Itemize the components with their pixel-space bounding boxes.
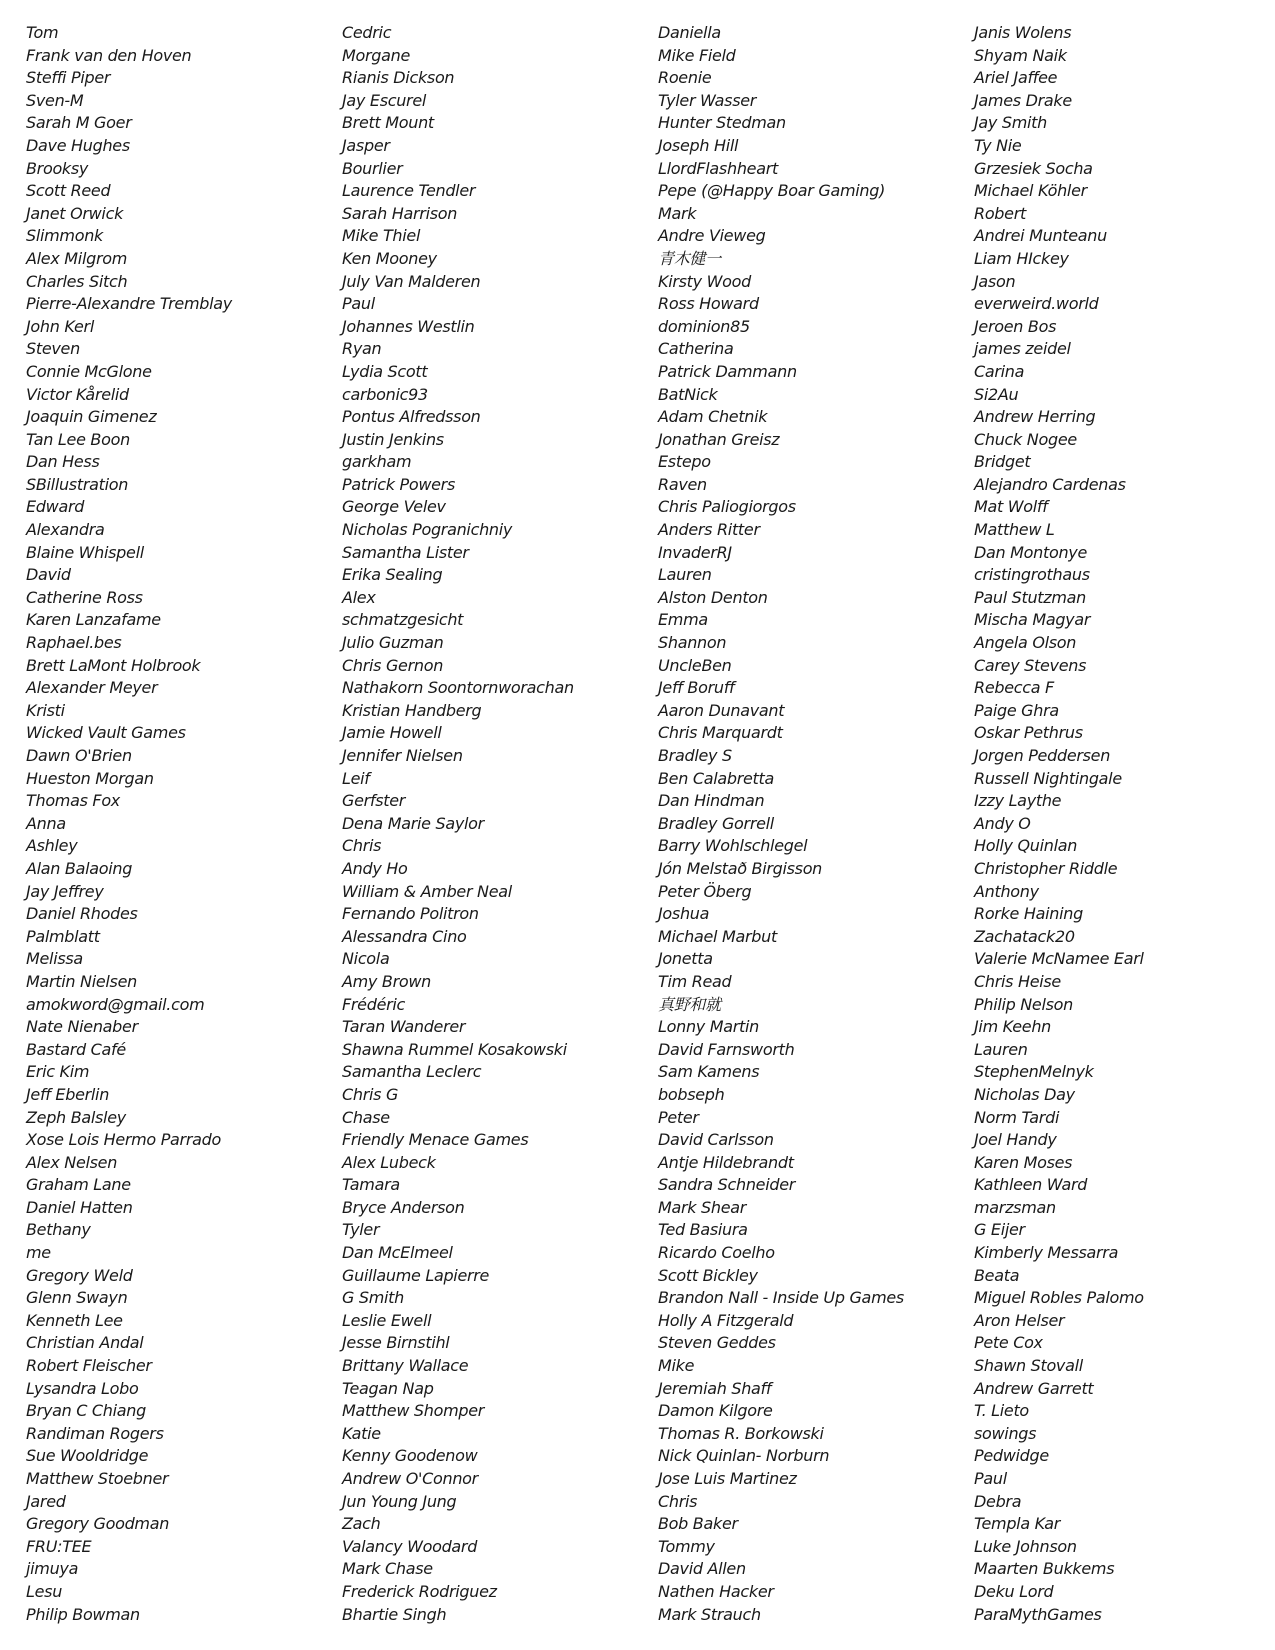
backer-name: Shannon — [658, 633, 727, 653]
backer-name: Erika Sealing — [342, 565, 443, 585]
backer-name: Aron Helser — [974, 1310, 1065, 1330]
backer-name: Randiman Rogers — [26, 1423, 164, 1443]
backer-name: G Smith — [342, 1288, 404, 1308]
backer-name: Bryce Anderson — [342, 1197, 465, 1217]
backer-name: Pedwidge — [974, 1446, 1049, 1466]
backer-name: Ross Howard — [658, 294, 759, 314]
backer-name: Graham Lane — [26, 1175, 131, 1195]
backer-name: Tom — [26, 23, 59, 42]
backer-name: garkham — [342, 452, 412, 472]
backer-name: Jeff Boruff — [658, 678, 735, 698]
backer-name: Carey Stevens — [974, 655, 1087, 675]
backer-name: Lauren — [974, 1039, 1028, 1059]
backer-name: SBillustration — [26, 474, 129, 494]
backer-name: Izzy Laythe — [974, 791, 1062, 811]
backer-name: T. Lieto — [974, 1401, 1029, 1421]
backer-name: Jorgen Peddersen — [974, 746, 1111, 765]
backer-name: Mischa Magyar — [974, 610, 1091, 630]
backer-name: Nate Nienaber — [26, 1017, 138, 1037]
backer-name: Bob Baker — [658, 1514, 738, 1534]
backer-name: Taran Wanderer — [342, 1017, 466, 1037]
backer-name: Johannes Westlin — [342, 316, 475, 336]
backer-name: Alex Lubeck — [342, 1152, 436, 1172]
backer-name: UncleBen — [658, 655, 732, 675]
backer-name: Estepo — [658, 452, 711, 472]
backer-name: BatNick — [658, 384, 718, 404]
backer-name: Pierre-Alexandre Tremblay — [26, 294, 232, 314]
backer-name: Angela Olson — [974, 633, 1077, 653]
backer-name: Peter — [658, 1107, 699, 1127]
backer-name: Andy Ho — [342, 858, 408, 878]
backer-name: Brett LaMont Holbrook — [26, 655, 201, 675]
backer-name: Sarah Harrison — [342, 203, 458, 223]
backer-name: Edward — [26, 497, 85, 517]
backer-name: Blaine Whispell — [26, 542, 144, 562]
backer-name: Miguel Robles Palomo — [974, 1288, 1144, 1308]
backer-name: Bastard Café — [26, 1039, 126, 1059]
backer-name: Glenn Swayn — [26, 1288, 128, 1308]
backer-name: Alessandra Cino — [342, 926, 467, 946]
backer-name: Nathakorn Soontornworachan — [342, 678, 574, 698]
backer-name: Matthew L — [974, 520, 1055, 540]
backer-name: Catherine Ross — [26, 587, 143, 607]
backer-name: Maarten Bukkems — [974, 1559, 1115, 1579]
backer-name: Mike Field — [658, 45, 736, 65]
backer-name: Dan McElmeel — [342, 1243, 453, 1263]
backer-name: Brooksy — [26, 158, 89, 178]
backer-name: Palmblatt — [26, 926, 100, 946]
backer-name: Morgane — [342, 45, 411, 65]
backer-name: everweird.world — [974, 294, 1099, 314]
backer-name: Chris Marquardt — [658, 723, 783, 743]
backer-name: Andy O — [974, 813, 1031, 833]
backer-name: Shawn Stovall — [974, 1356, 1083, 1376]
backer-name: Thomas Fox — [26, 791, 120, 811]
backer-name: Catherina — [658, 339, 734, 359]
names-column-3 — [658, 22, 968, 1626]
backer-name: Frederick Rodriguez — [342, 1581, 497, 1601]
backer-name: Paul Stutzman — [974, 587, 1086, 607]
backer-name: Gregory Goodman — [26, 1514, 170, 1534]
backer-name: Christian Andal — [26, 1333, 144, 1353]
backer-name: Dave Hughes — [26, 135, 130, 155]
backer-name: carbonic93 — [342, 384, 428, 404]
backer-name: Mark Strauch — [658, 1604, 761, 1624]
backer-name: Andrew Garrett — [974, 1378, 1094, 1398]
backer-name: Mark Chase — [342, 1559, 433, 1579]
backer-name: Templa Kar — [974, 1514, 1061, 1534]
backer-name: sowings — [974, 1423, 1037, 1443]
backer-name: Christopher Riddle — [974, 858, 1118, 878]
backer-name: David Allen — [658, 1559, 746, 1579]
backer-name: Norm Tardi — [974, 1107, 1060, 1127]
backer-name: me — [26, 1243, 51, 1263]
backer-name: Ted Basiura — [658, 1220, 748, 1240]
backer-name: Nick Quinlan- Norburn — [658, 1446, 830, 1466]
backer-name: Andrew Herring — [974, 407, 1096, 427]
backer-name: Shyam Naik — [974, 45, 1067, 65]
backer-name: Alston Denton — [658, 587, 768, 607]
backer-name: Chris Paliogiorgos — [658, 497, 796, 517]
backer-name: Ariel Jaffee — [974, 68, 1058, 88]
backer-name: Joseph Hill — [658, 135, 739, 155]
backer-name: Tommy — [658, 1536, 715, 1556]
backer-name: Justin Jenkins — [342, 429, 444, 449]
backer-name: Lesu — [26, 1581, 63, 1601]
backer-name: Jason — [974, 271, 1016, 291]
backer-name: Jennifer Nielsen — [342, 746, 463, 765]
backer-name: marzsman — [974, 1197, 1056, 1217]
backer-name: Patrick Powers — [342, 474, 455, 494]
backer-name: Sven-M — [26, 90, 84, 110]
backer-name: Daniel Hatten — [26, 1197, 133, 1217]
backer-name: Si2Au — [974, 384, 1019, 404]
backer-name: Oskar Pethrus — [974, 723, 1083, 743]
credits-name-list — [26, 22, 1266, 1632]
backer-name: Mike Thiel — [342, 226, 421, 246]
backer-name: Kenneth Lee — [26, 1310, 123, 1330]
backer-name: Tan Lee Boon — [26, 429, 130, 449]
backer-name: Paul — [974, 1469, 1007, 1488]
backer-name: Chris — [658, 1491, 698, 1511]
backer-name: Bridget — [974, 452, 1031, 472]
backer-name: Bradley S — [658, 746, 732, 765]
backer-name: Jeremiah Shaff — [658, 1378, 772, 1398]
backer-name: Paul — [342, 294, 375, 314]
backer-name: Nicholas Day — [974, 1084, 1075, 1104]
backer-name: amokword@gmail.com — [26, 994, 205, 1014]
backer-name: Aaron Dunavant — [658, 700, 785, 720]
backer-name: Sam Kamens — [658, 1062, 760, 1082]
backer-name: Jim Keehn — [974, 1017, 1052, 1037]
backer-name: Leslie Ewell — [342, 1310, 432, 1330]
backer-name: Teagan Nap — [342, 1378, 434, 1398]
backer-name: Kimberly Messarra — [974, 1243, 1119, 1263]
backer-name: Scott Bickley — [658, 1265, 758, 1285]
backer-name: Julio Guzman — [342, 633, 444, 653]
backer-name: Matthew Stoebner — [26, 1469, 169, 1488]
backer-name: Rianis Dickson — [342, 68, 455, 88]
backer-name: Emma — [658, 610, 708, 630]
backer-name: Sarah M Goer — [26, 113, 132, 133]
backer-name: Rorke Haining — [974, 904, 1083, 924]
backer-name: 青木健一 — [658, 248, 721, 268]
backer-name: Martin Nielsen — [26, 971, 137, 991]
backer-name: Leif — [342, 768, 370, 788]
backer-name: Jose Luis Martinez — [658, 1469, 797, 1488]
backer-name: Dawn O'Brien — [26, 746, 132, 765]
backer-name: George Velev — [342, 497, 446, 517]
backer-name: Anthony — [974, 881, 1039, 901]
backer-name: David — [26, 565, 71, 585]
backer-name: Daniel Rhodes — [26, 904, 138, 924]
backer-name: Chris Gernon — [342, 655, 444, 675]
backer-name: jimuya — [26, 1559, 79, 1579]
backer-name: Fernando Politron — [342, 904, 479, 924]
backer-name: Joaquin Gimenez — [26, 407, 157, 427]
backer-name: Jasper — [342, 135, 390, 155]
backer-name: John Kerl — [26, 316, 94, 336]
backer-name: james zeidel — [974, 339, 1071, 359]
backer-name: Jón Melstað Birgisson — [658, 858, 823, 878]
backer-name: Jamie Howell — [342, 723, 442, 743]
backer-name: Alex — [342, 587, 376, 607]
backer-name: Kirsty Wood — [658, 271, 751, 291]
backer-name: Damon Kilgore — [658, 1401, 773, 1421]
backer-name: Dan Hindman — [658, 791, 765, 811]
backer-name: Steven Geddes — [658, 1333, 776, 1353]
backer-name: Chase — [342, 1107, 390, 1127]
backer-name: Shawna Rummel Kosakowski — [342, 1039, 567, 1059]
backer-name: Liam HIckey — [974, 248, 1069, 268]
backer-name: StephenMelnyk — [974, 1062, 1094, 1082]
backer-name: David Carlsson — [658, 1130, 774, 1150]
backer-name: FRU:TEE — [26, 1536, 92, 1556]
backer-name: Lysandra Lobo — [26, 1378, 139, 1398]
backer-name: Thomas R. Borkowski — [658, 1423, 824, 1443]
backer-name: Nicola — [342, 949, 390, 969]
backer-name: Frank van den Hoven — [26, 45, 192, 65]
backer-name: dominion85 — [658, 316, 750, 336]
backer-name: Jeff Eberlin — [26, 1084, 110, 1104]
backer-name: Wicked Vault Games — [26, 723, 186, 743]
backer-name: Antje Hildebrandt — [658, 1152, 794, 1172]
backer-name: Beata — [974, 1265, 1020, 1285]
backer-name: Bhartie Singh — [342, 1604, 447, 1624]
backer-name: Mark Shear — [658, 1197, 747, 1217]
backer-name: James Drake — [974, 90, 1072, 110]
backer-name: Valancy Woodard — [342, 1536, 478, 1556]
backer-name: Grzesiek Socha — [974, 158, 1093, 178]
backer-name: Ashley — [26, 836, 78, 856]
backer-name: Zeph Balsley — [26, 1107, 126, 1127]
backer-name: Karen Moses — [974, 1152, 1073, 1172]
backer-name: Kristi — [26, 700, 65, 720]
backer-name: Joshua — [658, 904, 710, 924]
backer-name: ParaMythGames — [974, 1604, 1102, 1624]
backer-name: Tyler — [342, 1220, 380, 1240]
backer-name: Jonetta — [658, 949, 713, 969]
backer-name: Carina — [974, 361, 1025, 381]
backer-name: Andre Vieweg — [658, 226, 766, 246]
backer-name: Chris Heise — [974, 971, 1061, 991]
backer-name: Brandon Nall - Inside Up Games — [658, 1288, 904, 1308]
backer-name: LlordFlashheart — [658, 158, 778, 178]
backer-name: Mark — [658, 203, 697, 223]
backer-name: Alexandra — [26, 520, 105, 540]
backer-name: July Van Malderen — [342, 271, 481, 291]
backer-name: Gerfster — [342, 791, 406, 811]
backer-name: Daniella — [658, 23, 721, 42]
backer-name: Matthew Shomper — [342, 1401, 485, 1421]
backer-name: Lydia Scott — [342, 361, 428, 381]
backer-name: Hueston Morgan — [26, 768, 154, 788]
backer-name: Chris G — [342, 1084, 399, 1104]
backer-name: Dena Marie Saylor — [342, 813, 484, 833]
backer-name: Raphael.bes — [26, 633, 122, 653]
backer-name: Michael Köhler — [974, 181, 1087, 201]
backer-name: Nicholas Pogranichniy — [342, 520, 513, 540]
backer-name: Pepe (@Happy Boar Gaming) — [658, 181, 886, 201]
names-column-4 — [974, 22, 1275, 1626]
backer-name: Russell Nightingale — [974, 768, 1122, 788]
backer-name: Ryan — [342, 339, 382, 359]
backer-name: Peter Öberg — [658, 881, 752, 901]
backer-name: Jay Jeffrey — [26, 881, 104, 901]
backer-name: Jesse Birnstihl — [342, 1333, 450, 1353]
backer-name: Kathleen Ward — [974, 1175, 1088, 1195]
backer-name: schmatzgesicht — [342, 610, 464, 630]
backer-name: Rebecca F — [974, 678, 1054, 698]
backer-name: Jay Escurel — [342, 90, 427, 110]
backer-name: Joel Handy — [974, 1130, 1057, 1150]
backer-name: Sue Wooldridge — [26, 1446, 149, 1466]
backer-name: Jay Smith — [974, 113, 1047, 133]
backer-name: Michael Marbut — [658, 926, 777, 946]
backer-name: Barry Wohlschlegel — [658, 836, 808, 856]
backer-name: Robert Fleischer — [26, 1356, 152, 1376]
backer-name: Zachatack20 — [974, 926, 1075, 946]
backer-name: Debra — [974, 1491, 1022, 1511]
backer-name: Roenie — [658, 68, 712, 88]
backer-name: Tyler Wasser — [658, 90, 757, 110]
backer-name: Sandra Schneider — [658, 1175, 796, 1195]
backer-name: Nathen Hacker — [658, 1581, 774, 1601]
backer-name: Anders Ritter — [658, 520, 760, 540]
backer-name: Cedric — [342, 23, 392, 42]
backer-name: Steffi Piper — [26, 68, 111, 88]
backer-name: Brittany Wallace — [342, 1356, 469, 1376]
backer-name: Amy Brown — [342, 971, 431, 991]
backer-name: Patrick Dammann — [658, 361, 797, 381]
backer-name: Alex Nelsen — [26, 1152, 118, 1172]
backer-name: Janis Wolens — [974, 23, 1072, 42]
backer-name: Andrei Munteanu — [974, 226, 1107, 246]
names-column-2 — [342, 22, 652, 1626]
backer-name: Lauren — [658, 565, 712, 585]
backer-name: Jeroen Bos — [974, 316, 1057, 336]
backer-name: Holly Quinlan — [974, 836, 1078, 856]
backer-name: William & Amber Neal — [342, 881, 512, 901]
backer-name: Alan Balaoing — [26, 858, 133, 878]
backer-name: Bradley Gorrell — [658, 813, 774, 833]
backer-name: Tim Read — [658, 971, 732, 991]
backer-name: Steven — [26, 339, 80, 359]
backer-name: Katie — [342, 1423, 381, 1443]
backer-name: Jun Young Jung — [342, 1491, 457, 1511]
backer-name: Charles Sitch — [26, 271, 128, 291]
backer-name: Chris — [342, 836, 382, 856]
backer-name: Tamara — [342, 1175, 400, 1195]
backer-name: Ricardo Coelho — [658, 1243, 775, 1263]
backer-name: Dan Montonye — [974, 542, 1088, 562]
backer-name: Xose Lois Hermo Parrado — [26, 1130, 221, 1150]
backer-name: Valerie McNamee Earl — [974, 949, 1144, 969]
backer-name: Philip Bowman — [26, 1604, 140, 1624]
backer-name: Eric Kim — [26, 1062, 90, 1082]
backer-name: Philip Nelson — [974, 994, 1073, 1014]
backer-name: Jared — [26, 1491, 66, 1511]
backer-name: Guillaume Lapierre — [342, 1265, 490, 1285]
backer-name: Andrew O'Connor — [342, 1469, 478, 1488]
backer-name: Kristian Handberg — [342, 700, 482, 720]
backer-name: Kenny Goodenow — [342, 1446, 478, 1466]
backer-name: Chuck Nogee — [974, 429, 1077, 449]
backer-name: Luke Johnson — [974, 1536, 1077, 1556]
backer-name: Zach — [342, 1514, 381, 1534]
backer-name: Alex Milgrom — [26, 248, 127, 268]
backer-name: Samantha Leclerc — [342, 1062, 482, 1082]
backer-name: Melissa — [26, 949, 83, 969]
backer-name: Jonathan Greisz — [658, 429, 780, 449]
backer-name: Bethany — [26, 1220, 91, 1240]
backer-name: Holly A Fitzgerald — [658, 1310, 794, 1330]
backer-name: Bourlier — [342, 158, 403, 178]
backer-name: Bryan C Chiang — [26, 1401, 146, 1421]
backer-name: Friendly Menace Games — [342, 1130, 529, 1150]
backer-name: Alexander Meyer — [26, 678, 158, 698]
backer-name: Brett Mount — [342, 113, 434, 133]
names-column-1 — [26, 22, 336, 1626]
backer-name: Frédéric — [342, 994, 406, 1014]
backer-name: Mike — [658, 1356, 695, 1376]
backer-name: Samantha Lister — [342, 542, 469, 562]
backer-name: Paige Ghra — [974, 700, 1059, 720]
backer-name: Raven — [658, 474, 707, 494]
backer-name: InvaderRJ — [658, 542, 732, 562]
backer-name: Anna — [26, 813, 66, 833]
backer-name: Ken Mooney — [342, 248, 437, 268]
backer-name: Ben Calabretta — [658, 768, 775, 788]
backer-name: Hunter Stedman — [658, 113, 786, 133]
backer-name: bobseph — [658, 1084, 725, 1104]
backer-name: 真野和就 — [658, 994, 721, 1014]
backer-name: G Eijer — [974, 1220, 1025, 1240]
backer-name: Mat Wolff — [974, 497, 1048, 517]
backer-name: Connie McGlone — [26, 361, 152, 381]
backer-name: Slimmonk — [26, 226, 104, 246]
backer-name: David Farnsworth — [658, 1039, 795, 1059]
backer-name: Adam Chetnik — [658, 407, 768, 427]
backer-name: Gregory Weld — [26, 1265, 133, 1285]
backer-name: Robert — [974, 203, 1026, 223]
backer-name: Alejandro Cardenas — [974, 474, 1126, 494]
backer-name: cristingrothaus — [974, 565, 1090, 585]
backer-name: Pete Cox — [974, 1333, 1043, 1353]
backer-name: Janet Orwick — [26, 203, 124, 223]
backer-name: Pontus Alfredsson — [342, 407, 481, 427]
backer-name: Dan Hess — [26, 452, 100, 472]
backer-name: Scott Reed — [26, 181, 111, 201]
backer-name: Deku Lord — [974, 1581, 1054, 1601]
backer-name: Karen Lanzafame — [26, 610, 161, 630]
backer-name: Laurence Tendler — [342, 181, 476, 201]
backer-name: Victor Kårelid — [26, 384, 129, 404]
backer-name: Ty Nie — [974, 135, 1022, 155]
backer-name: Lonny Martin — [658, 1017, 759, 1037]
